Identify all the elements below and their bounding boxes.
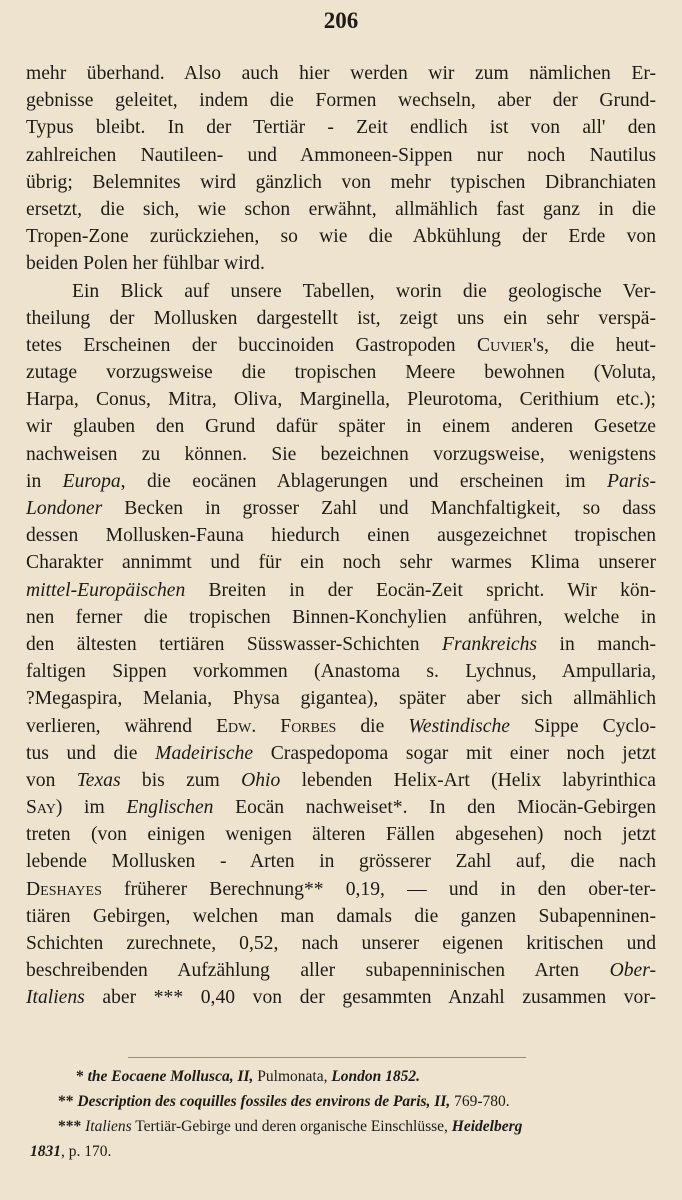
text-line — [26, 169, 656, 196]
text-segment: , p. 170. — [61, 1143, 112, 1160]
text-line — [26, 196, 656, 223]
text-segment: in — [26, 470, 63, 492]
page-number: 206 — [323, 8, 359, 33]
text-segment: 1831 — [30, 1143, 61, 1160]
text-line — [26, 359, 656, 386]
text-segment: Say — [26, 797, 56, 819]
text-line — [26, 495, 656, 522]
text-line — [26, 740, 656, 767]
text-segment: faltigen Sippen vorkommen (Anastoma s. Lychnus, Ampullaria, — [26, 661, 656, 683]
text-segment: Breiten in der Eocän-Zeit spricht. Wir kön- — [185, 579, 656, 601]
text-segment: von — [26, 769, 77, 791]
text-segment: Heidelberg — [451, 1118, 523, 1135]
text-segment: tetes Erscheinen der buccinoiden Gastropoden — [26, 334, 478, 356]
text-segment: Tropen-Zone zurückziehen, so wie die Abkühlung der Erde von — [26, 226, 656, 248]
text-segment: London 1852. — [331, 1068, 421, 1085]
text-segment: in manch- — [537, 633, 657, 655]
footnote-marker: *** — [58, 1118, 82, 1135]
text-segment: Londoner — [26, 498, 103, 519]
text-segment: Europa — [62, 470, 121, 492]
text-segment: Schichten zurechnete, 0,52, nach unserer eigenen kritischen und — [26, 933, 656, 954]
text-segment: Frankreichs — [442, 633, 538, 655]
text-segment: mittel-Europäischen — [26, 579, 186, 601]
text-segment: früherer Berechnung** 0,19, — und in den ober-ter- — [101, 878, 656, 900]
text-segment: Description des coquilles fossiles des environs de Paris, II, — [77, 1093, 451, 1110]
text-line — [26, 631, 656, 658]
text-segment: 's, die heut- — [532, 334, 656, 356]
text-line — [26, 658, 656, 685]
text-segment: den ältesten tertiären Süsswasser-Schichten — [26, 633, 442, 655]
text-segment: the Eocaene Mollusca, II, — [87, 1068, 254, 1085]
text-line — [26, 87, 656, 114]
text-line — [26, 848, 656, 875]
text-segment: Eocän nachweiset*. In den Miocän-Gebirgen — [213, 797, 656, 819]
text-line — [26, 114, 656, 141]
text-segment: Cuvier — [477, 334, 533, 356]
text-line — [26, 604, 656, 631]
text-segment: zahlreichen Nautileen- und Ammoneen-Sippen nur noch Nautilus — [26, 144, 656, 166]
text-segment: lebende Mollusken - Arten in grösserer Zahl auf, die nach — [26, 851, 656, 873]
text-line — [26, 386, 656, 413]
footnote — [26, 1114, 656, 1139]
text-segment: verlieren, während — [26, 715, 217, 737]
text-segment: Becken in grosser Zahl und Manchfaltigkeit, so dass — [102, 498, 656, 519]
footnote-rule — [128, 1057, 526, 1058]
text-segment: Sippe Cyclo- — [509, 715, 656, 737]
text-line — [26, 305, 656, 332]
text-line — [26, 250, 656, 277]
text-line — [26, 549, 656, 576]
footnote — [26, 1089, 656, 1114]
text-segment: übrig; Belemnites wird gänzlich von mehr typischen Dibranchiaten — [26, 171, 656, 193]
text-segment: Ein Blick auf unsere Tabellen, worin die geologische Ver- — [72, 280, 656, 302]
text-segment: Edw. Forbes — [216, 715, 337, 737]
text-line — [26, 767, 656, 794]
text-segment: Westindische — [408, 715, 510, 737]
text-segment: aber *** 0,40 von der gesammten Anzahl zusammen vor- — [84, 987, 656, 1009]
text-segment: ?Megaspira, Melania, Physa gigantea), später aber sich allmählich — [26, 688, 656, 710]
text-line — [26, 685, 656, 712]
text-segment: theilung der Mollusken dargestellt ist, zeigt uns ein sehr verspä- — [26, 307, 656, 329]
text-segment: Italiens — [85, 1118, 132, 1135]
text-line — [26, 142, 656, 169]
text-line — [26, 577, 656, 604]
text-line — [26, 821, 656, 848]
text-segment: , die eocänen Ablagerungen und erscheinen im — [120, 470, 608, 492]
text-segment: Harpa, Conus, Mitra, Oliva, Marginella, Pleurotoma, Cerithium etc.); — [26, 389, 656, 411]
text-line — [26, 903, 656, 930]
footnote-marker: * — [76, 1068, 84, 1085]
text-segment: mehr überhand. Also auch hier werden wir zum nämlichen Er- — [26, 63, 656, 84]
text-line — [26, 60, 656, 87]
text-line — [26, 522, 656, 549]
text-segment: Typus bleibt. In der Tertiär - Zeit endlich ist von all' den — [26, 117, 656, 139]
text-segment: beschreibenden Aufzählung aller subapenninischen Arten — [26, 960, 610, 982]
text-segment: wir glauben den Grund dafür später in einem anderen Gesetze — [26, 416, 656, 438]
text-line — [26, 876, 656, 903]
text-segment: Ober- — [609, 960, 656, 982]
text-segment: Tertiär-Gebirge und deren organische Einschlüsse, — [131, 1118, 452, 1135]
text-segment: Madeirische — [155, 742, 254, 764]
text-segment: nachweisen zu können. Sie bezeichnen vorzugsweise, wenigstens — [26, 443, 656, 465]
footnotes — [26, 1064, 656, 1164]
text-segment: zutage vorzugsweise die tropischen Meere bewohnen (Voluta, — [26, 362, 656, 384]
text-segment: dessen Mollusken-Fauna hiedurch einen ausgezeichnet tropischen — [26, 525, 656, 547]
text-segment: gebnisse geleitet, indem die Formen wechseln, aber der Grund- — [26, 90, 656, 112]
text-line — [26, 413, 656, 440]
text-line — [26, 984, 656, 1011]
footnote — [26, 1064, 656, 1089]
text-segment: lebenden Helix-Art (Helix labyrinthica — [280, 769, 657, 791]
text-line — [26, 713, 656, 740]
text-segment: Texas — [76, 769, 121, 791]
text-segment: bis zum — [120, 769, 242, 791]
text-segment: Pulmonata, — [253, 1068, 332, 1085]
text-line — [26, 930, 656, 957]
footnote-marker: ** — [58, 1093, 74, 1110]
text-line — [26, 278, 656, 305]
text-segment: beiden Polen her fühlbar wird. — [26, 253, 265, 275]
text-line — [26, 441, 656, 468]
text-segment: ) im — [55, 797, 127, 819]
text-line — [26, 468, 656, 495]
text-segment: tus und die — [26, 742, 156, 764]
text-line — [26, 332, 656, 359]
body-text — [26, 60, 656, 1012]
text-segment: Paris- — [607, 470, 656, 492]
text-segment: Ohio — [241, 769, 281, 791]
text-line — [26, 794, 656, 821]
text-segment: nen ferner die tropischen Binnen-Konchylien anführen, welche in — [26, 606, 656, 628]
text-segment: ersetzt, die sich, wie schon erwähnt, allmählich fast ganz in die — [26, 198, 656, 220]
text-segment: Craspedopoma sogar mit einer noch jetzt — [253, 742, 657, 764]
text-segment: Deshayes — [26, 878, 102, 900]
text-segment: Englischen — [126, 797, 214, 819]
text-segment: treten (von einigen wenigen älteren Fällen abgesehen) noch jetzt — [26, 824, 656, 846]
text-segment: Italiens — [26, 987, 85, 1009]
text-segment: Charakter annimmt und für ein noch sehr warmes Klima unserer — [26, 552, 656, 574]
text-line — [26, 223, 656, 250]
text-segment: die — [336, 715, 409, 737]
text-segment: 769-780. — [450, 1093, 510, 1110]
text-segment: tiären Gebirgen, welchen man damals die ganzen Subapenninen- — [26, 905, 656, 927]
footnote — [26, 1139, 656, 1164]
text-line — [26, 957, 656, 984]
